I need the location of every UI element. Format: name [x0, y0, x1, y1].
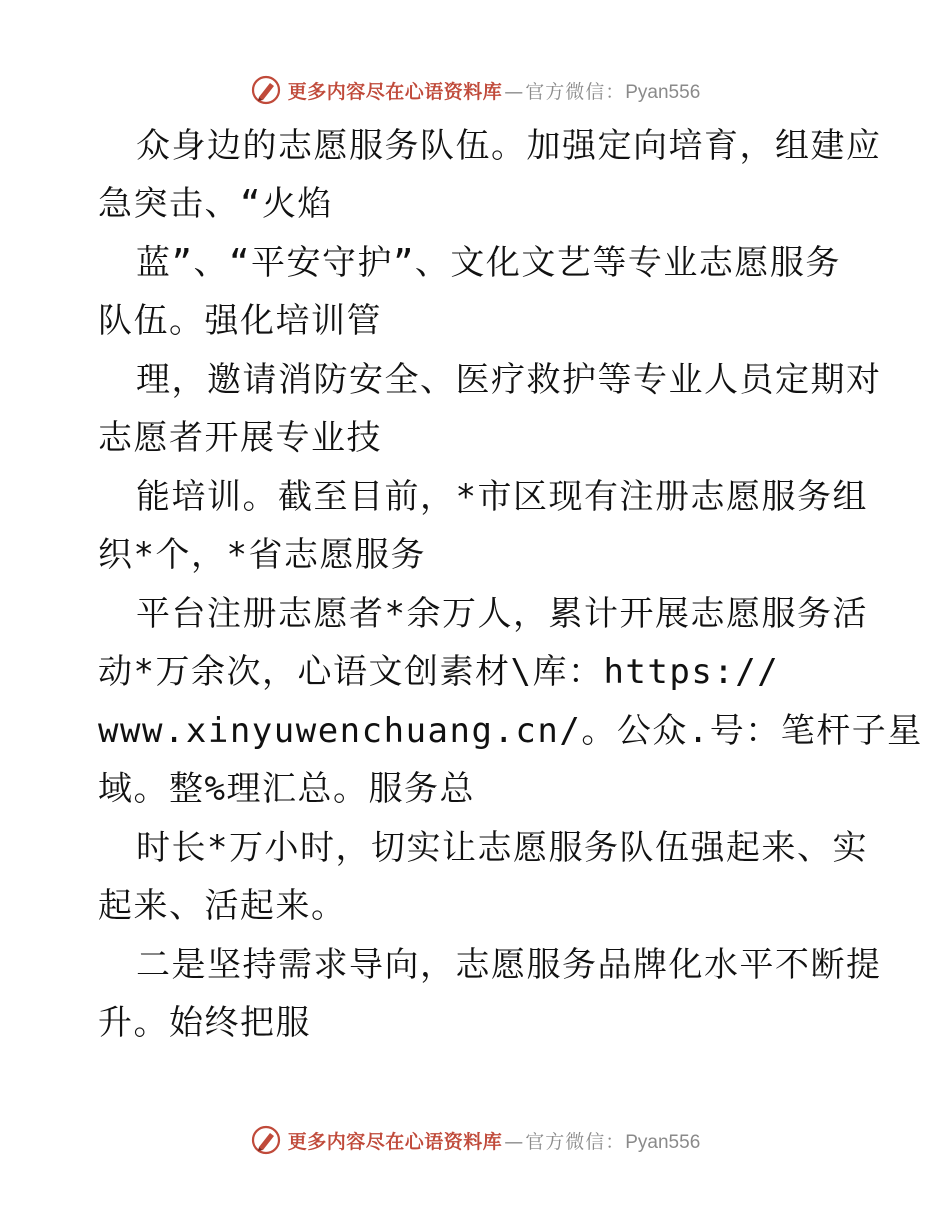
header-watermark-banner: [0, 70, 950, 110]
banner-dash: —: [504, 1130, 524, 1153]
text-line: 织*个，*省志愿服务: [98, 535, 426, 575]
text-line: 蓝”、“平安守护”、文化文艺等专业志愿服务: [136, 243, 841, 283]
text-line: 众身边的志愿服务队伍。加强定向培育，组建应: [136, 126, 882, 166]
banner-label-text: 官方微信：: [525, 1130, 626, 1153]
text-line: 升。始终把服: [98, 1003, 311, 1043]
text-line: 动*万余次，心语文创素材\库：https://: [98, 652, 780, 692]
banner-id-text: Pyan556: [625, 1131, 701, 1153]
text-line: 时长*万小时，切实让志愿服务队伍强起来、实: [136, 828, 868, 868]
banner-label-text: 官方微信：: [525, 80, 626, 103]
text-line: 二是坚持需求导向，志愿服务品牌化水平不断提: [136, 945, 882, 985]
text-line: 志愿者开展专业技: [98, 418, 382, 458]
text-line: 起来、活起来。: [98, 886, 347, 926]
text-line: 队伍。强化培训管: [98, 301, 382, 341]
pen-logo-icon: [250, 1124, 282, 1156]
text-line: 理，邀请消防安全、医疗救护等专业人员定期对: [136, 360, 882, 400]
banner-main-text: 更多内容尽在心语资料库: [287, 80, 503, 103]
text-line: 急突击、“火焰: [98, 184, 333, 224]
footer-watermark-banner: [0, 1120, 950, 1160]
pen-logo-icon: [250, 74, 282, 106]
text-line: 域。整%理汇总。服务总: [98, 769, 475, 809]
banner-dash: —: [504, 80, 524, 103]
banner-main-text: 更多内容尽在心语资料库: [287, 1130, 503, 1153]
text-line: www.xinyuwenchuang.cn/。公众.号：笔杆子星: [98, 711, 923, 751]
text-line: 能培训。截至目前，*市区现有注册志愿服务组: [136, 477, 868, 517]
banner-id-text: Pyan556: [625, 81, 701, 103]
text-line: 平台注册志愿者*余万人，累计开展志愿服务活: [136, 594, 868, 634]
